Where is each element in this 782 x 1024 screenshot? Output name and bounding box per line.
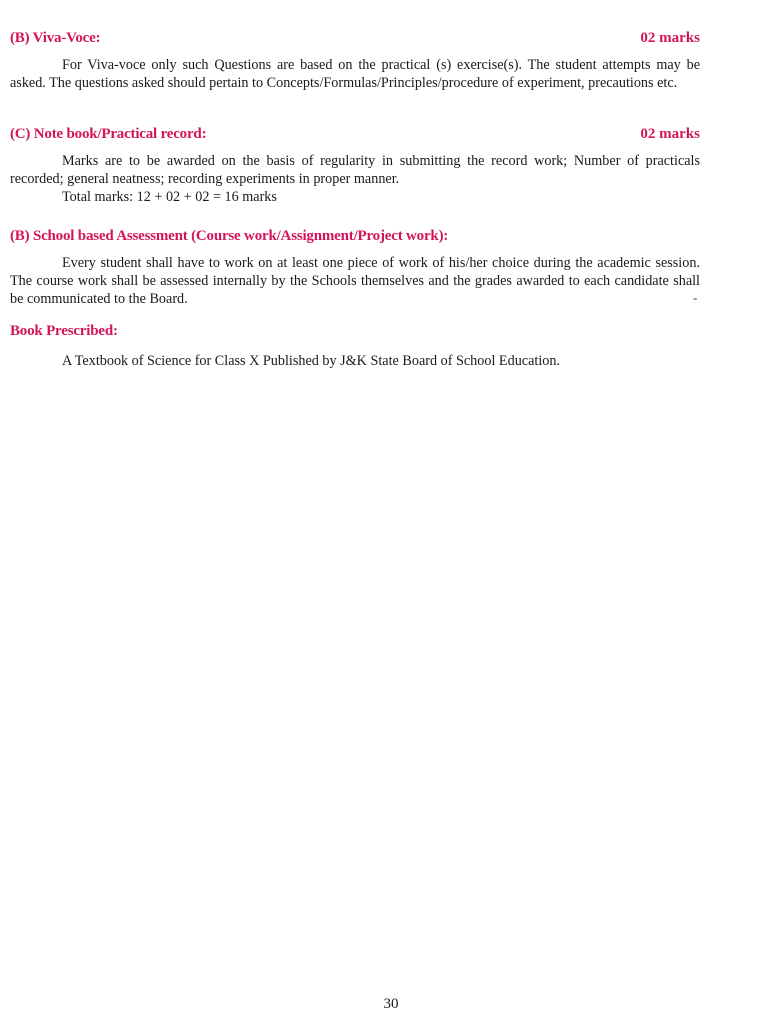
page-number: 30 [383, 996, 399, 1012]
viva-voce-heading: (B) Viva-Voce: [10, 30, 101, 46]
viva-voce-heading-row [10, 30, 700, 50]
book-prescribed-heading: Book Prescribed: [10, 323, 118, 339]
school-assessment-heading-row [10, 228, 700, 248]
viva-voce-marks: 02 marks [640, 30, 700, 46]
notebook-marks: 02 marks [640, 126, 700, 142]
book-prescribed-heading-row [10, 323, 700, 343]
school-assessment-paragraph: Every student shall have to work on at least one piece of work of his/her choice during the academic session. The course work shall be assessed internally by the Schools themselves and the grades awarded to each candidate shall be communicated to the Board. [10, 255, 700, 307]
viva-voce-paragraph: For Viva-voce only such Questions are based on the practical (s) exercise(s). The student attempts may be asked. The questions asked should pertain to Concepts/Formulas/Principles/procedure of experiment, precautions etc. [10, 57, 700, 91]
notebook-paragraph: Marks are to be awarded on the basis of regularity in submitting the record work; Number of practicals recorded; general neatness; recording experiments in proper manner. [10, 153, 700, 187]
viva-voce-section [10, 30, 700, 92]
notebook-section [10, 126, 700, 206]
book-prescribed-text: A Textbook of Science for Class X Published by J&K State Board of School Education. [62, 353, 561, 369]
total-marks-line: Total marks: 12 + 02 + 02 = 16 marks [62, 189, 277, 205]
school-assessment-heading: (B) School based Assessment (Course work/Assignment/Project work): [10, 228, 449, 244]
notebook-heading: (C) Note book/Practical record: [10, 126, 207, 142]
school-assessment-section [10, 228, 700, 308]
book-prescribed-section [10, 323, 700, 370]
stray-dash-mark: - [693, 290, 698, 305]
notebook-heading-row [10, 126, 700, 146]
